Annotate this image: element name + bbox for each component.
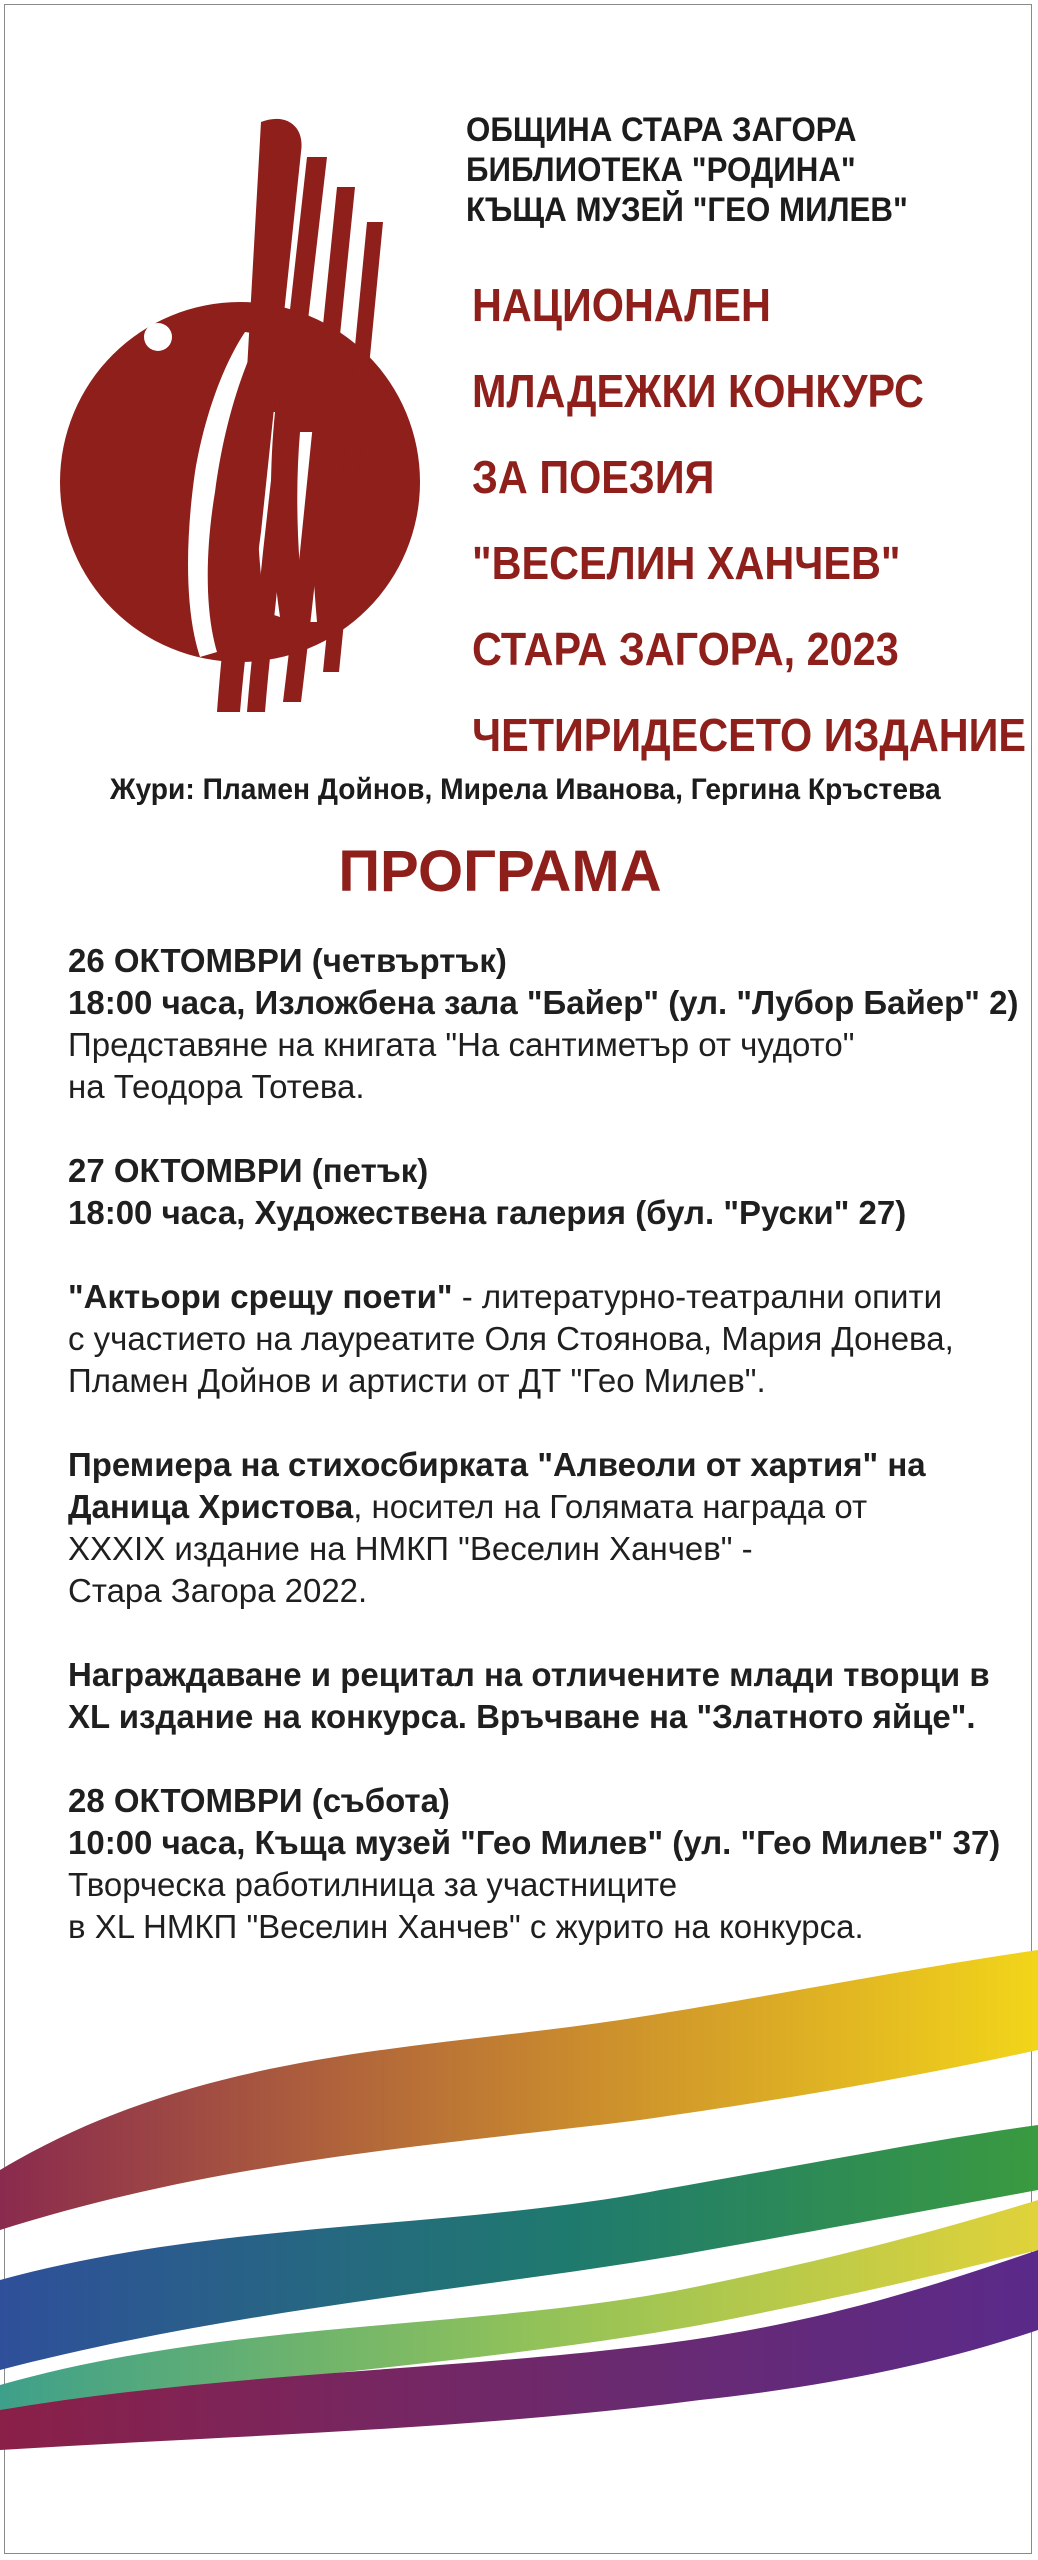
day-date: 27 ОКТОМВРИ (петък): [68, 1152, 429, 1189]
day-time-place: 18:00 часа, Изложбена зала "Байер" (ул. "Лубор Байер" 2): [68, 984, 1019, 1021]
day-time-place: 10:00 часа, Къща музей "Гео Милев" (ул. "Гео Милев" 37): [68, 1824, 1001, 1861]
event-title: Премиера на стихосбирката "Алвеоли от хартия" на: [68, 1446, 926, 1483]
event-text: , носител на Голямата награда от: [353, 1488, 868, 1525]
contest-title-line: ЧЕТИРИДЕСЕТО ИЗДАНИЕ: [472, 709, 1027, 761]
author-name: Даница Христова: [68, 1488, 354, 1525]
event-description: Стара Загора 2022.: [68, 1572, 368, 1609]
bird-lyre-logo-icon: [55, 112, 445, 722]
event-text: - литературно-театрални опити: [452, 1278, 943, 1315]
contest-title-line: НАЦИОНАЛЕН: [472, 279, 771, 331]
organizers-block: [466, 110, 963, 230]
event-title: "Актьори срещу поети": [68, 1278, 453, 1315]
event-description: [68, 1486, 1028, 1528]
jury-line: Жури: Пламен Дойнов, Мирела Иванова, Гергина Кръстева: [110, 773, 941, 806]
program-day-26: [68, 940, 1028, 1108]
contest-title-line: СТАРА ЗАГОРА, 2023: [472, 623, 899, 675]
event-title: Награждаване и рецитал на отличените млади творци в: [68, 1656, 990, 1693]
event-book-premiere: [68, 1444, 1028, 1612]
event-description: с участието на лауреатите Оля Стоянова, Мария Донева,: [68, 1320, 954, 1357]
contest-title: [472, 262, 1027, 778]
day-date: 28 ОКТОМВРИ (събота): [68, 1782, 450, 1819]
program-day-27: [68, 1150, 1028, 1234]
event-description: [68, 1276, 1028, 1318]
organizer-line: ОБЩИНА СТАРА ЗАГОРА: [466, 111, 857, 149]
program-title: ПРОГРАМА: [338, 839, 662, 904]
event-description: Представяне на книгата "На сантиметър от чудото": [68, 1026, 855, 1063]
day-date: 26 ОКТОМВРИ (четвъртък): [68, 942, 507, 979]
event-description: Творческа работилница за участниците: [68, 1866, 678, 1903]
organizer-line: БИБЛИОТЕКА "РОДИНА": [466, 151, 856, 189]
contest-title-line: МЛАДЕЖКИ КОНКУРС: [472, 365, 924, 417]
organizer-line: КЪЩА МУЗЕЙ "ГЕО МИЛЕВ": [466, 191, 908, 229]
event-description: Пламен Дойнов и артисти от ДТ "Гео Милев".: [68, 1362, 766, 1399]
event-description: XXXIX издание на НМКП "Веселин Ханчев" -: [68, 1530, 753, 1567]
event-description: в XL НМКП "Веселин Ханчев" с журито на конкурса.: [68, 1908, 864, 1945]
contest-title-line: ЗА ПОЕЗИЯ: [472, 451, 715, 503]
program-list: [68, 940, 1028, 1990]
program-day-28: [68, 1780, 1028, 1948]
day-time-place: 18:00 часа, Художествена галерия (бул. "Руски" 27): [68, 1194, 907, 1231]
rainbow-ribbon-decoration: [0, 1930, 1038, 2450]
contest-title-line: "ВЕСЕЛИН ХАНЧЕВ": [472, 537, 901, 589]
event-title: XL издание на конкурса. Връчване на "Златното яйце".: [68, 1698, 976, 1735]
event-awards: [68, 1654, 1028, 1738]
event-description: на Теодора Тотева.: [68, 1068, 365, 1105]
event-actors-vs-poets: [68, 1276, 1028, 1402]
